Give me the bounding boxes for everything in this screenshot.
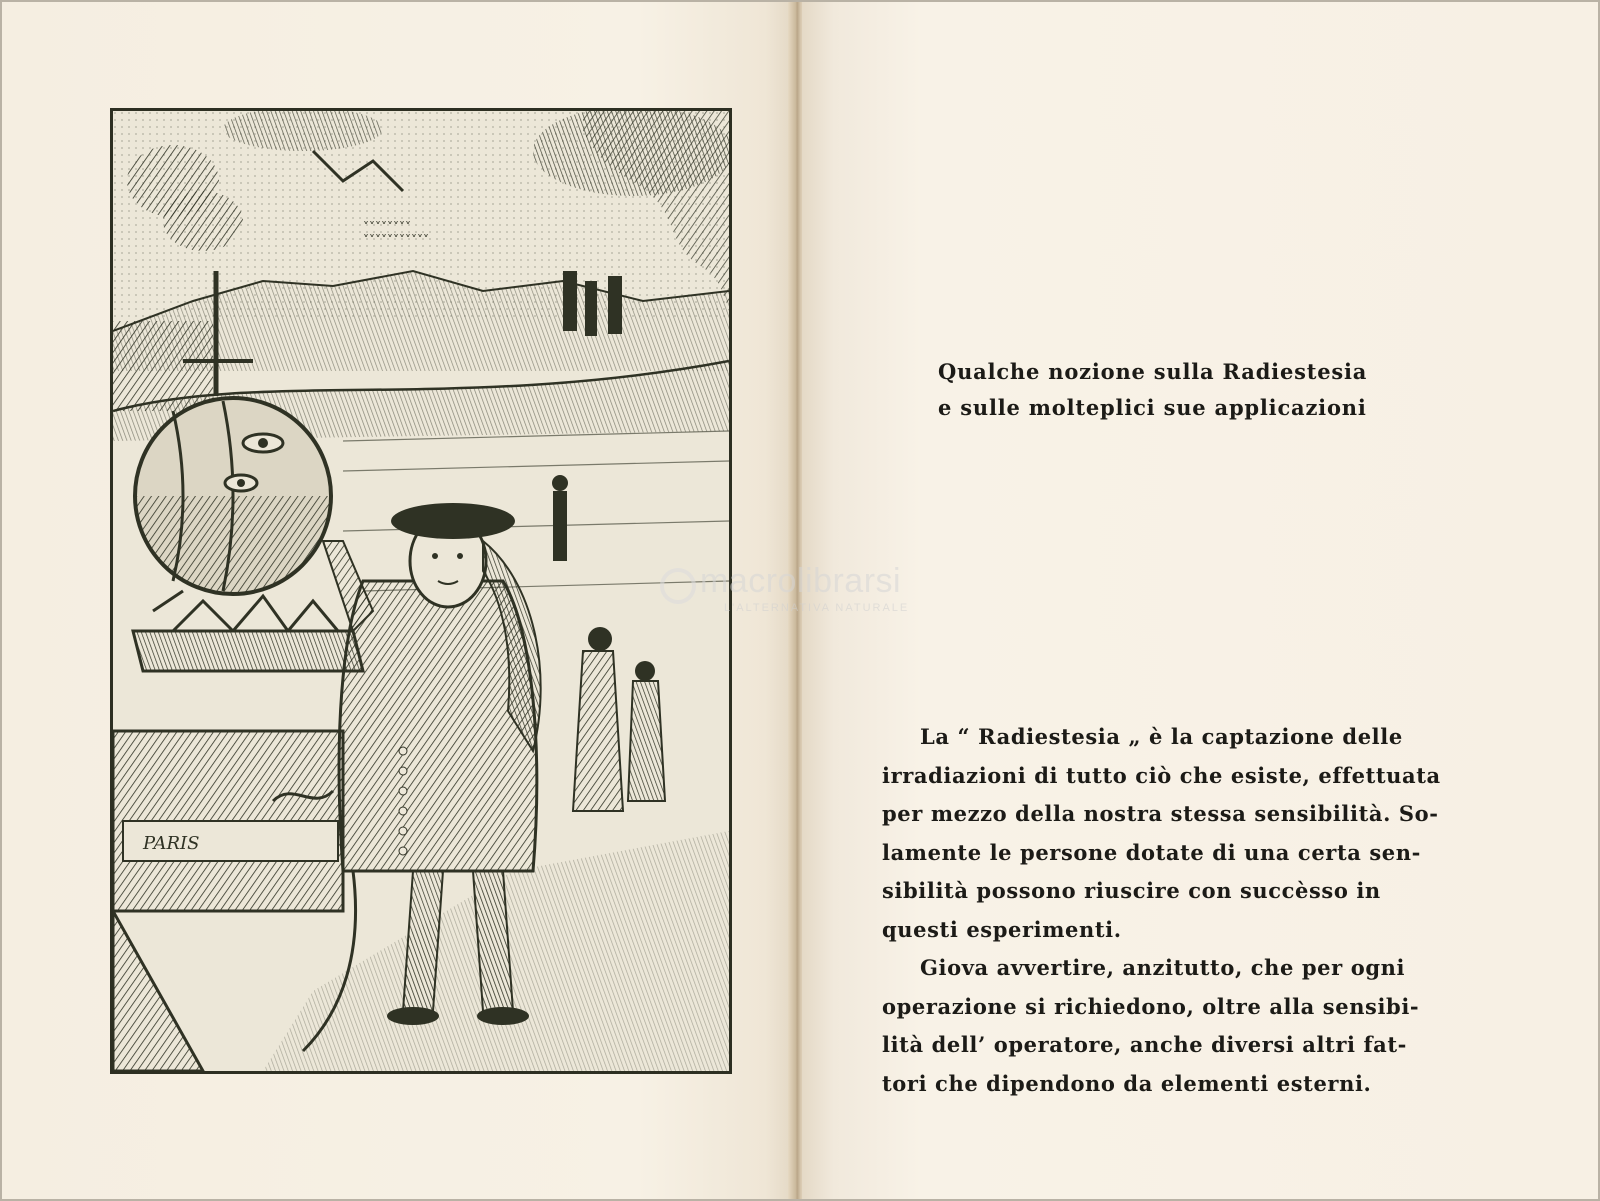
- text-line: La “ Radiestesia „ è la captazione delle: [920, 724, 1403, 749]
- globe-face-icon: [135, 398, 331, 594]
- engraving-plate-text: PARIS: [143, 833, 200, 854]
- watermark-brand: macrolibrarsi: [700, 562, 902, 600]
- paragraph-2: [882, 949, 1482, 1103]
- watermark-tagline: L'ALTERNATIVA NATURALE: [724, 602, 910, 614]
- paragraph-1: [882, 718, 1482, 949]
- body-text: [882, 718, 1482, 1103]
- text-line: Giova avvertire, anzitutto, che per ogni: [920, 955, 1406, 980]
- text-line: operazione si richiedono, oltre alla sensibi-: [882, 993, 1420, 1019]
- heading-line-1: Qualche nozione sulla Radiestesia: [938, 359, 1368, 384]
- text-line: lità dell’ operatore, anche diversi altri fat-: [882, 1032, 1407, 1057]
- dowsing-engraving-illustration: [110, 108, 732, 1074]
- watermark: [652, 562, 952, 622]
- watermark-logo-icon: [660, 568, 696, 604]
- heading-line-2: e sulle molteplici sue applicazioni: [938, 395, 1367, 420]
- chapter-heading: [938, 354, 1458, 426]
- text-line: questi esperimenti.: [882, 916, 1122, 942]
- text-line: per mezzo della nostra stessa sensibilità. So-: [882, 801, 1439, 826]
- text-line: sibilità possono riuscire con succèsso in: [882, 878, 1381, 903]
- text-line: lamente le persone dotate di una certa sen-: [882, 839, 1421, 865]
- text-line: irradiazioni di tutto ciò che esiste, effettuata: [882, 762, 1441, 788]
- svg-text:˅˅˅˅˅˅˅˅˅˅˅: ˅˅˅˅˅˅˅˅˅˅˅: [363, 233, 429, 247]
- svg-text:˅˅˅˅˅˅˅˅: ˅˅˅˅˅˅˅˅: [363, 220, 411, 234]
- text-line: tori che dipendono da elementi esterni.: [882, 1070, 1372, 1096]
